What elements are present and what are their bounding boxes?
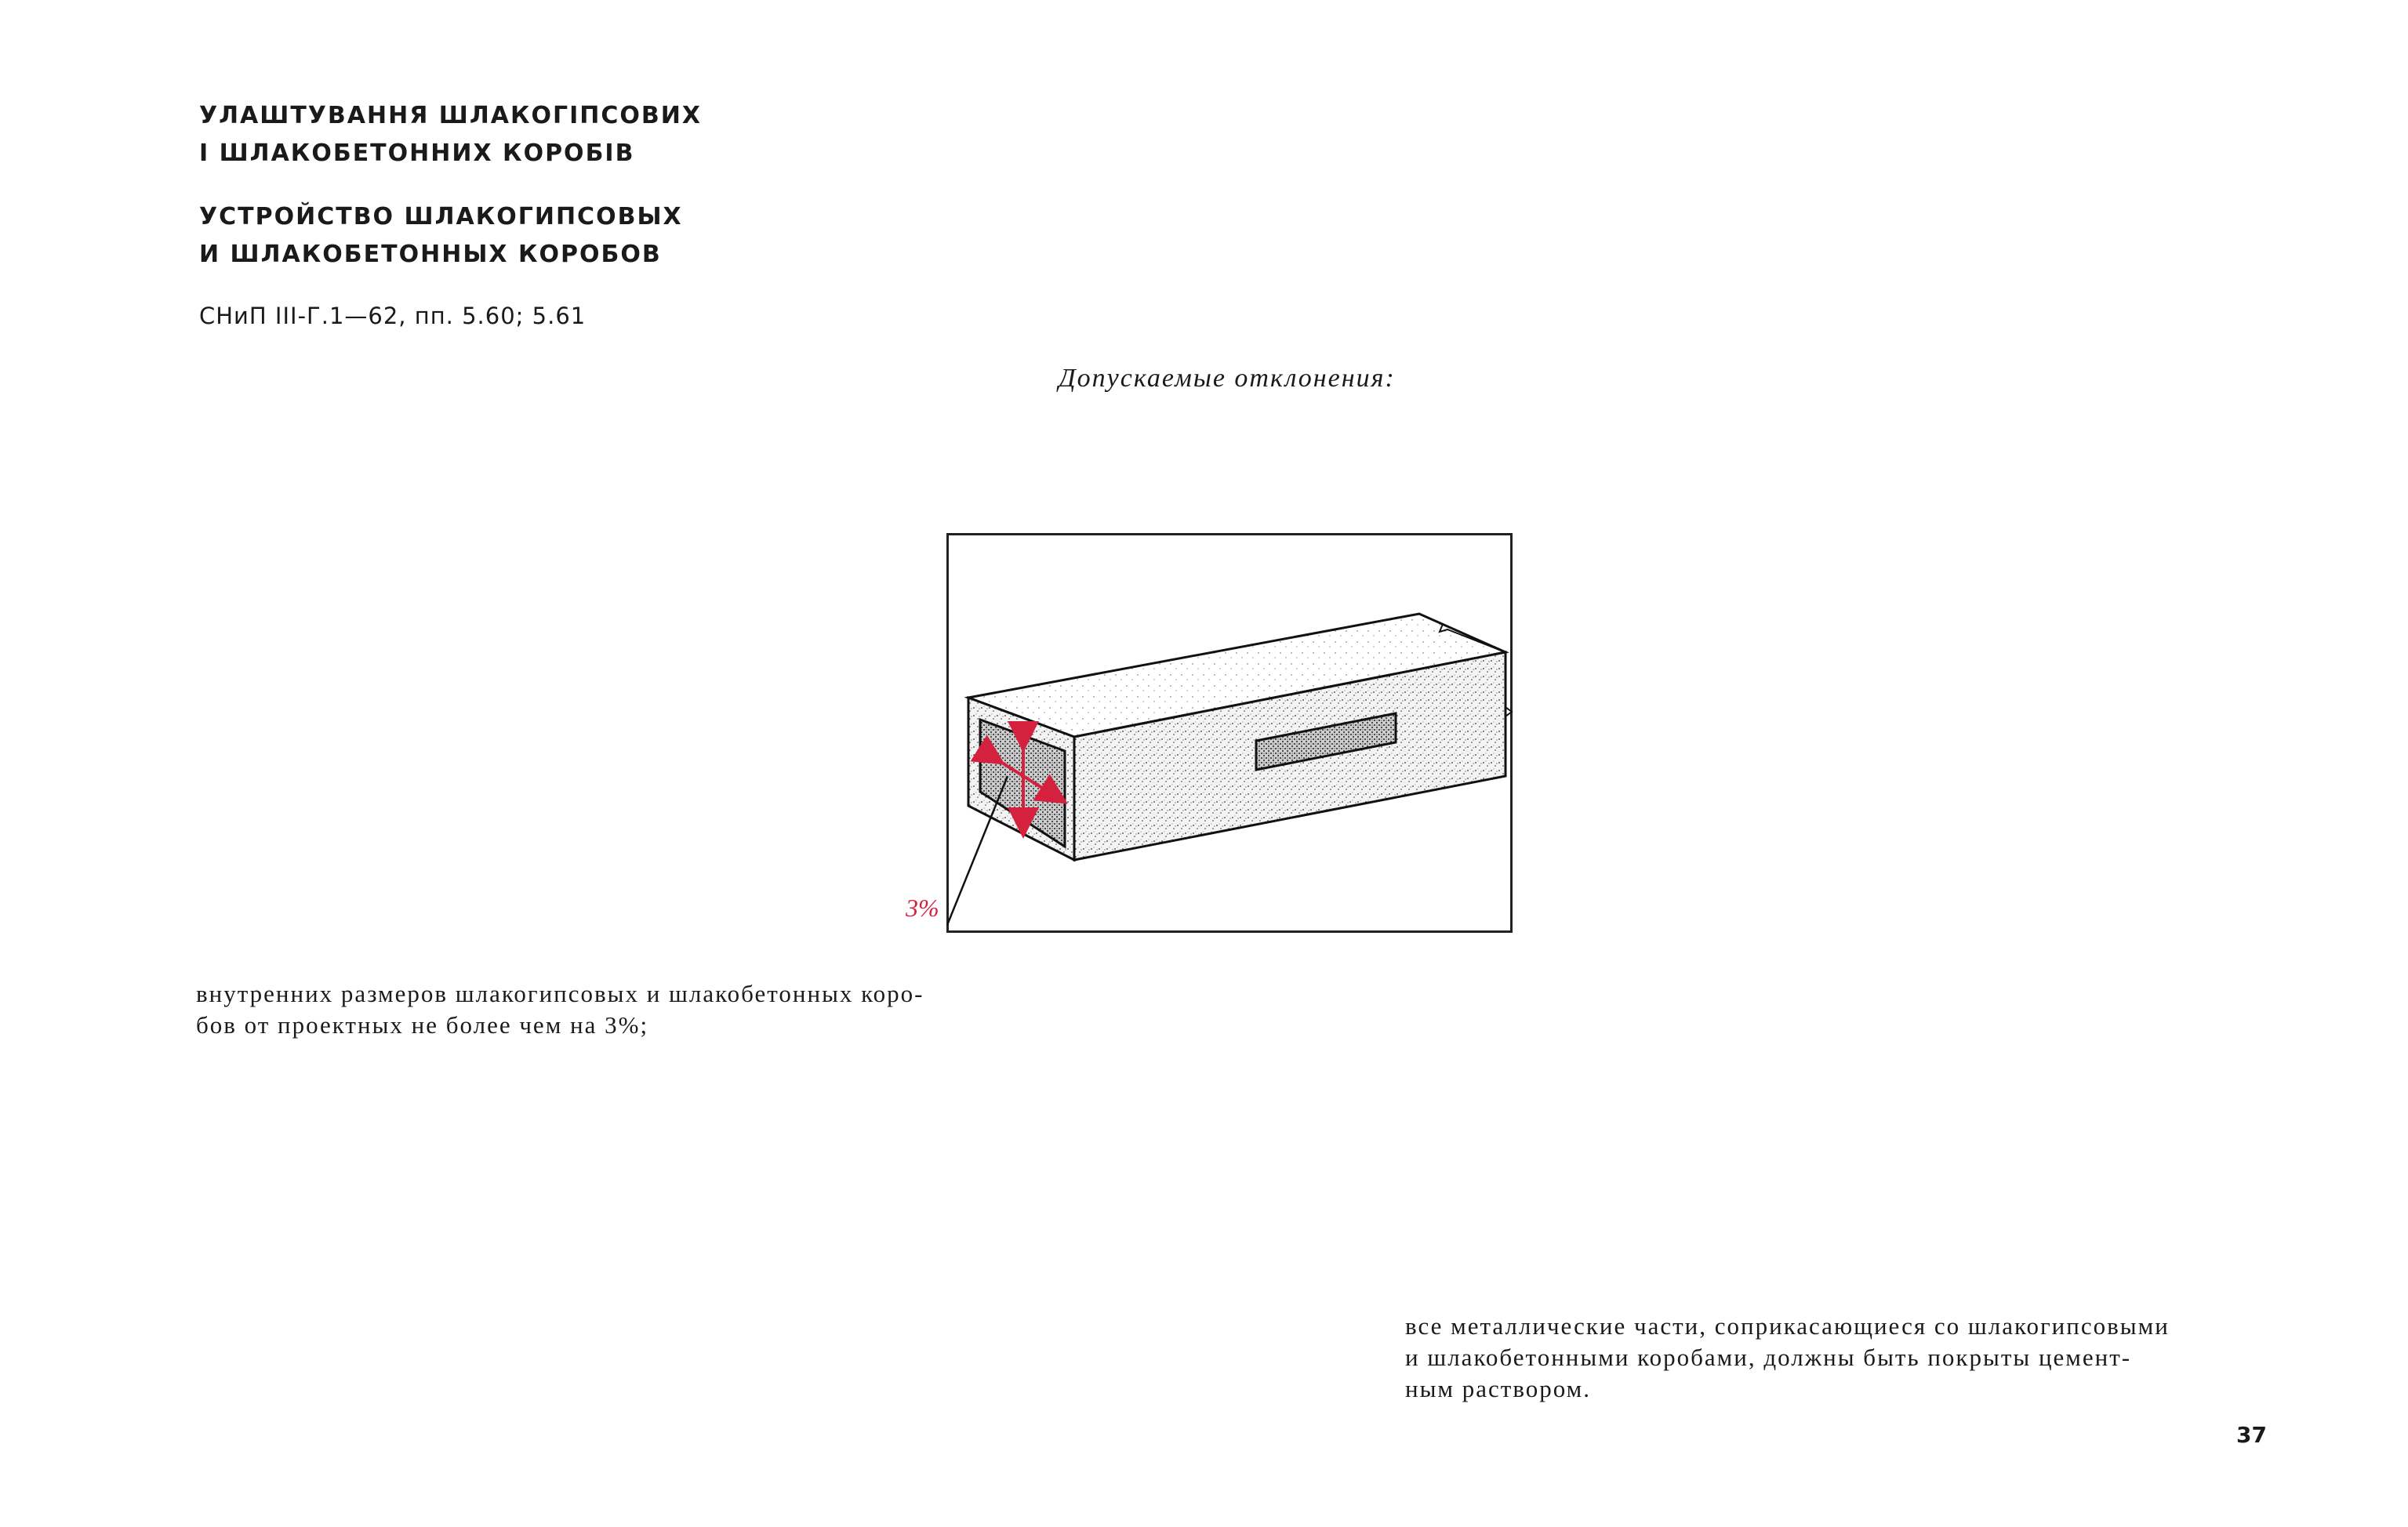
tolerance-label: 3% xyxy=(906,894,939,922)
paragraph-left-line2: бов от проектных не более чем на 3%; xyxy=(196,1011,649,1039)
heading-ukrainian-line2: І ШЛАКОБЕТОННИХ КОРОБІВ xyxy=(199,140,635,167)
page-number: 37 xyxy=(2236,1422,2267,1448)
paragraph-right-line2: и шлакобетонными коробами, должны быть покрыты цемент- xyxy=(1405,1344,2132,1371)
heading-ukrainian-line1: УЛАШТУВАННЯ ШЛАКОГІПСОВИХ xyxy=(199,102,702,129)
heading-russian-line1: УСТРОЙСТВО ШЛАКОГИПСОВЫХ xyxy=(199,203,683,230)
deviations-title: Допускаемые отклонения: xyxy=(1059,364,1396,393)
heading-russian-line2: И ШЛАКОБЕТОННЫХ КОРОБОВ xyxy=(199,241,662,268)
paragraph-right-line3: ным раствором. xyxy=(1405,1375,1592,1402)
norm-reference: СНиП III-Г.1—62, пп. 5.60; 5.61 xyxy=(199,303,587,329)
heading-russian xyxy=(199,198,683,274)
paragraph-right-line1: все металлические части, соприкасающиеся со шлакогипсовыми xyxy=(1405,1312,2170,1340)
paragraph-left-line1: внутренних размеров шлакогипсовых и шлакобетонных коро- xyxy=(196,980,924,1007)
duct-illustration xyxy=(894,517,1521,956)
heading-ukrainian xyxy=(199,97,702,172)
paragraph-metal-parts xyxy=(1405,1311,2260,1405)
paragraph-internal-dimensions xyxy=(196,978,1043,1041)
